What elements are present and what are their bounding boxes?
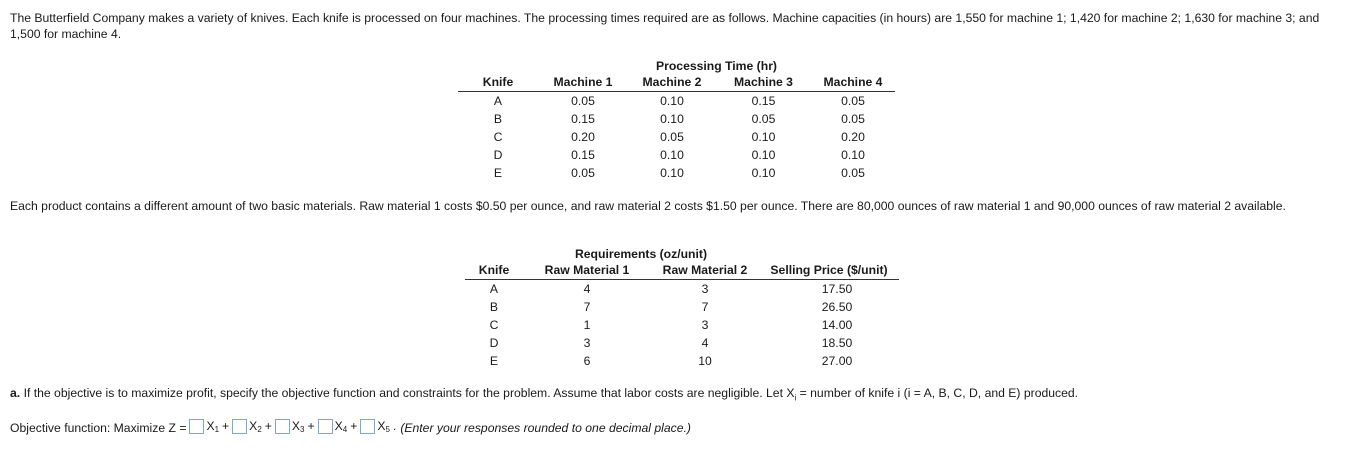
part-a-text: If the objective is to maximize profit, specify the objective function and constraints for the problem. Assume that labor costs are negligible. Let X bbox=[23, 386, 795, 400]
column-header-machine-4: Machine 4 bbox=[811, 73, 895, 92]
table-cell: 17.50 bbox=[821, 282, 853, 296]
requirements-table bbox=[465, 242, 899, 370]
table-cell: 0.05 bbox=[571, 94, 595, 108]
knife-label-cell: D bbox=[493, 148, 503, 162]
knife-label-cell: C bbox=[493, 130, 503, 144]
table-cell: 0.10 bbox=[660, 148, 684, 162]
variable-subscript: 1 bbox=[214, 425, 220, 434]
table-cell: 0.20 bbox=[571, 130, 595, 144]
variable-subscript: 5 bbox=[385, 425, 390, 434]
knife-label-cell: D bbox=[489, 336, 499, 350]
table-cell: 0.05 bbox=[841, 112, 865, 126]
variable-subscript: 3 bbox=[300, 425, 305, 434]
table-cell: 0.05 bbox=[660, 130, 684, 144]
table-row bbox=[458, 128, 895, 146]
table-cell: 0.10 bbox=[841, 148, 865, 162]
table-cell: 0.05 bbox=[571, 166, 595, 180]
table-cell: 7 bbox=[701, 300, 709, 314]
table-row bbox=[458, 146, 895, 164]
table-cell: 0.10 bbox=[751, 166, 776, 180]
table-cell: 4 bbox=[583, 282, 591, 296]
table-cell: 0.10 bbox=[660, 112, 684, 126]
objective-term bbox=[357, 417, 396, 439]
table-cell: 0.20 bbox=[841, 130, 865, 144]
table-row bbox=[465, 280, 899, 299]
table-cell: 0.10 bbox=[751, 148, 776, 162]
column-header-knife: Knife bbox=[458, 73, 538, 92]
coefficient-input-x1[interactable] bbox=[189, 419, 204, 434]
processing-time-header: Processing Time (hr) bbox=[655, 59, 777, 73]
table-cell: 7 bbox=[583, 300, 591, 314]
table-cell: 18.50 bbox=[821, 336, 853, 350]
table-cell: 3 bbox=[701, 318, 709, 332]
requirements-table-body bbox=[465, 280, 899, 371]
variable-symbol: X bbox=[291, 419, 301, 433]
processing-time-table bbox=[458, 54, 895, 182]
part-a-label: a. bbox=[10, 386, 21, 400]
part-a-question bbox=[10, 385, 1078, 406]
table-cell: 6 bbox=[583, 354, 591, 368]
table-cell: 0.05 bbox=[751, 112, 776, 126]
knife-label-cell: A bbox=[493, 94, 503, 108]
processing-table-body bbox=[458, 92, 895, 183]
table-group-header-row bbox=[465, 242, 899, 261]
table-row bbox=[465, 316, 899, 334]
operator-sign: . bbox=[392, 419, 397, 433]
part-a-subscript: i bbox=[794, 393, 797, 403]
variable-symbol: X bbox=[334, 419, 343, 433]
table-row bbox=[458, 164, 895, 182]
knife-label-cell: A bbox=[489, 282, 499, 296]
column-header-raw-material-2: Raw Material 2 bbox=[651, 261, 759, 280]
table-header-cell bbox=[465, 242, 523, 261]
requirements-header: Requirements (oz/unit) bbox=[574, 247, 708, 261]
table-header-cell bbox=[458, 54, 538, 73]
column-header-machine-3: Machine 3 bbox=[716, 73, 811, 92]
column-header-knife: Knife bbox=[465, 261, 523, 280]
table-row bbox=[465, 352, 899, 370]
table-cell: 0.15 bbox=[571, 148, 595, 162]
intro-paragraph: The Butterfield Company makes a variety of knives. Each knife is processed on four machines. The processing times required are as follows. Machine capacities (in hours) are 1,550 for machine 1; 1,420 for machine 2; 1,630 for machine 3; and 1,500 for machine 4. bbox=[10, 11, 1320, 41]
variable-symbol: X bbox=[377, 419, 386, 433]
objective-term bbox=[315, 417, 358, 439]
table-cell: 4 bbox=[701, 336, 709, 350]
table-cell: 0.10 bbox=[660, 166, 684, 180]
knife-label-cell: B bbox=[493, 112, 503, 126]
table-cell: 3 bbox=[701, 282, 709, 296]
rounding-hint: (Enter your responses rounded to one decimal place.) bbox=[400, 421, 691, 435]
table-cell: 0.15 bbox=[751, 94, 776, 108]
table-column-header-row bbox=[465, 261, 899, 280]
coefficient-input-x4[interactable] bbox=[318, 419, 333, 434]
coefficient-input-x5[interactable] bbox=[360, 419, 375, 434]
table-row bbox=[458, 110, 895, 128]
variable-symbol: X bbox=[249, 419, 258, 433]
knife-label-cell: E bbox=[489, 354, 499, 368]
knife-label-cell: B bbox=[489, 300, 499, 314]
operator-sign: + bbox=[264, 419, 272, 433]
column-header-machine-2: Machine 2 bbox=[628, 73, 716, 92]
table-cell: 0.05 bbox=[841, 94, 865, 108]
table-cell: 10 bbox=[698, 354, 712, 368]
table-cell: 0.10 bbox=[660, 94, 684, 108]
table-cell: 0.15 bbox=[571, 112, 595, 126]
variable-symbol: X bbox=[206, 419, 215, 433]
objective-term bbox=[229, 417, 272, 439]
coefficient-input-x3[interactable] bbox=[275, 419, 290, 434]
objective-term bbox=[272, 417, 315, 439]
table-row bbox=[458, 92, 895, 111]
part-a-text-end: = number of knife i (i = A, B, C, D, and E) produced. bbox=[796, 386, 1079, 400]
column-header-raw-material-1: Raw Material 1 bbox=[523, 261, 651, 280]
coefficient-input-x2[interactable] bbox=[232, 419, 247, 434]
operator-sign: + bbox=[350, 419, 358, 433]
operator-sign: + bbox=[307, 419, 315, 433]
column-header-machine-1: Machine 1 bbox=[538, 73, 628, 92]
table-row bbox=[465, 298, 899, 316]
materials-paragraph: Each product contains a different amount of two basic materials. Raw material 1 costs $0.50 per ounce, and raw material 2 costs $1.50 per ounce. There are 80,000 ounces of raw material 1 and 90,000 ounces of raw material 2 available. bbox=[10, 199, 1286, 213]
table-cell: 26.50 bbox=[821, 300, 853, 314]
variable-subscript: 2 bbox=[257, 425, 262, 434]
operator-sign: + bbox=[222, 419, 230, 433]
table-row bbox=[465, 334, 899, 352]
table-cell: 3 bbox=[583, 336, 591, 350]
objective-term bbox=[186, 417, 229, 439]
table-cell: 0.10 bbox=[751, 130, 776, 144]
objective-prefix: Objective function: Maximize Z = bbox=[10, 421, 187, 435]
table-cell: 14.00 bbox=[821, 318, 853, 332]
table-header-cell bbox=[759, 242, 899, 261]
table-cell: 0.05 bbox=[841, 166, 865, 180]
table-column-header-row bbox=[458, 73, 895, 92]
column-header-selling-price: Selling Price ($/unit) bbox=[759, 261, 899, 280]
knife-label-cell: E bbox=[493, 166, 503, 180]
knife-label-cell: C bbox=[489, 318, 499, 332]
objective-function-row bbox=[10, 417, 691, 439]
variable-subscript: 4 bbox=[342, 425, 348, 434]
table-cell: 27.00 bbox=[821, 354, 853, 368]
table-cell: 1 bbox=[583, 318, 591, 332]
table-group-header-row bbox=[458, 54, 895, 73]
